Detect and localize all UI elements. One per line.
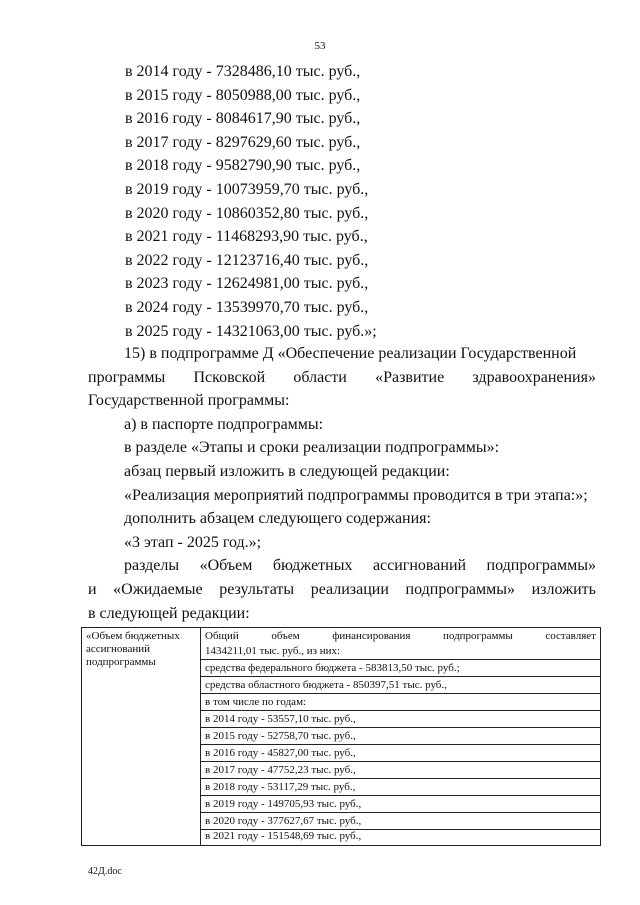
year-line-2016: в 2016 году - 8084617,90 тыс. руб.,	[125, 110, 361, 128]
item-15-line-1: 15) в подпрограмме Д «Обеспечение реализации Государственной	[124, 345, 577, 362]
year-line-2022: в 2022 году - 12123716,40 тыс. руб.,	[125, 251, 369, 269]
table-line: средства областного бюджета - 850397,51 тыс. руб.,	[201, 677, 600, 694]
word: области	[293, 368, 347, 386]
table-value-cell	[201, 628, 601, 846]
year-line-2025: в 2025 году - 14321063,00 тыс. руб.»;	[125, 322, 377, 340]
sections-line-1	[88, 554, 596, 578]
word: разделы	[124, 557, 180, 575]
table-line: в 2014 году - 53557,10 тыс. руб.,	[201, 711, 600, 728]
word: здравоохранения»	[472, 368, 596, 386]
footer-filename: 42Д.doc	[88, 866, 122, 877]
table-intro-continuation: 1434211,01 тыс. руб., из них:	[201, 643, 600, 660]
word: объем	[271, 630, 300, 642]
paragraph-first-line: абзац первый изложить в следующей редакции:	[124, 462, 450, 480]
table-line: в 2021 году - 151548,69 тыс. руб.,	[205, 830, 362, 842]
add-paragraph-line: дополнить абзацем следующего содержания:	[124, 510, 431, 528]
item-15-line-2	[88, 366, 596, 390]
table-label-cell	[82, 628, 201, 846]
table-line: в том числе по годам:	[201, 694, 600, 711]
stage-3-line: «3 этап - 2025 год.»;	[124, 533, 262, 551]
year-line-2021: в 2021 году - 11468293,90 тыс. руб.,	[125, 228, 368, 246]
page-number: 53	[314, 40, 326, 52]
year-line-2015: в 2015 году - 8050988,00 тыс. руб.,	[125, 86, 361, 104]
word: результаты	[219, 580, 295, 598]
year-line-2024: в 2024 году - 13539970,70 тыс. руб.,	[125, 298, 369, 316]
word: подпрограммы»	[405, 580, 515, 598]
word: Псковской	[193, 368, 266, 386]
word: «Ожидаемые	[113, 580, 203, 598]
word: подпрограммы	[443, 630, 513, 642]
word: программы	[88, 368, 166, 386]
word: изложить	[531, 580, 596, 598]
table-line: в 2019 году - 149705,93 тыс. руб.,	[201, 796, 600, 813]
years-funding-list	[125, 60, 377, 343]
table-line: в 2016 году - 45827,00 тыс. руб.,	[201, 745, 600, 762]
word: и	[88, 580, 97, 598]
word: «Объем	[199, 557, 253, 575]
year-line-2018: в 2018 году - 9582790,90 тыс. руб.,	[125, 157, 361, 175]
table-line: в 2015 году - 52758,70 тыс. руб.,	[201, 728, 600, 745]
year-line-2014: в 2014 году - 7328486,10 тыс. руб.,	[125, 63, 361, 80]
document-body	[88, 342, 596, 625]
word: составляет	[545, 630, 596, 642]
table-line: в 2020 году - 377627,67 тыс. руб.,	[201, 813, 600, 830]
year-line-2020: в 2020 году - 10860352,80 тыс. руб.,	[125, 204, 369, 222]
table-line: в 2018 году - 53117,29 тыс. руб.,	[201, 779, 600, 796]
budget-table	[81, 627, 601, 846]
word: Общий	[205, 630, 239, 642]
word: ассигнований	[372, 557, 467, 575]
table-row	[82, 628, 601, 846]
table-line: средства федерального бюджета - 583813,50 тыс. руб.;	[201, 660, 600, 677]
section-line: в разделе «Этапы и сроки реализации подпрограммы»:	[124, 439, 500, 457]
item-15-line-3: Государственной программы:	[88, 392, 290, 410]
sections-line-3: в следующей редакции:	[88, 604, 250, 622]
table-label-text: «Объем бюджетных ассигнований подпрограммы	[86, 630, 180, 668]
word: реализации	[310, 580, 389, 598]
sub-a-line: а) в паспорте подпрограммы:	[124, 415, 324, 433]
word: финансирования	[332, 630, 411, 642]
sections-line-2	[88, 578, 596, 602]
year-line-2017: в 2017 году - 8297629,60 тыс. руб.,	[125, 133, 361, 151]
year-line-2019: в 2019 году - 10073959,70 тыс. руб.,	[125, 180, 369, 198]
word: бюджетных	[272, 557, 353, 575]
word: подпрограммы»	[486, 557, 596, 575]
table-intro-line	[205, 630, 596, 643]
table-line: в 2017 году - 47752,23 тыс. руб.,	[201, 762, 600, 779]
word: «Развитие	[375, 368, 445, 386]
year-line-2023: в 2023 году - 12624981,00 тыс. руб.,	[125, 275, 369, 293]
quote-stages-line: «Реализация мероприятий подпрограммы проводится в три этапа:»;	[124, 486, 588, 504]
